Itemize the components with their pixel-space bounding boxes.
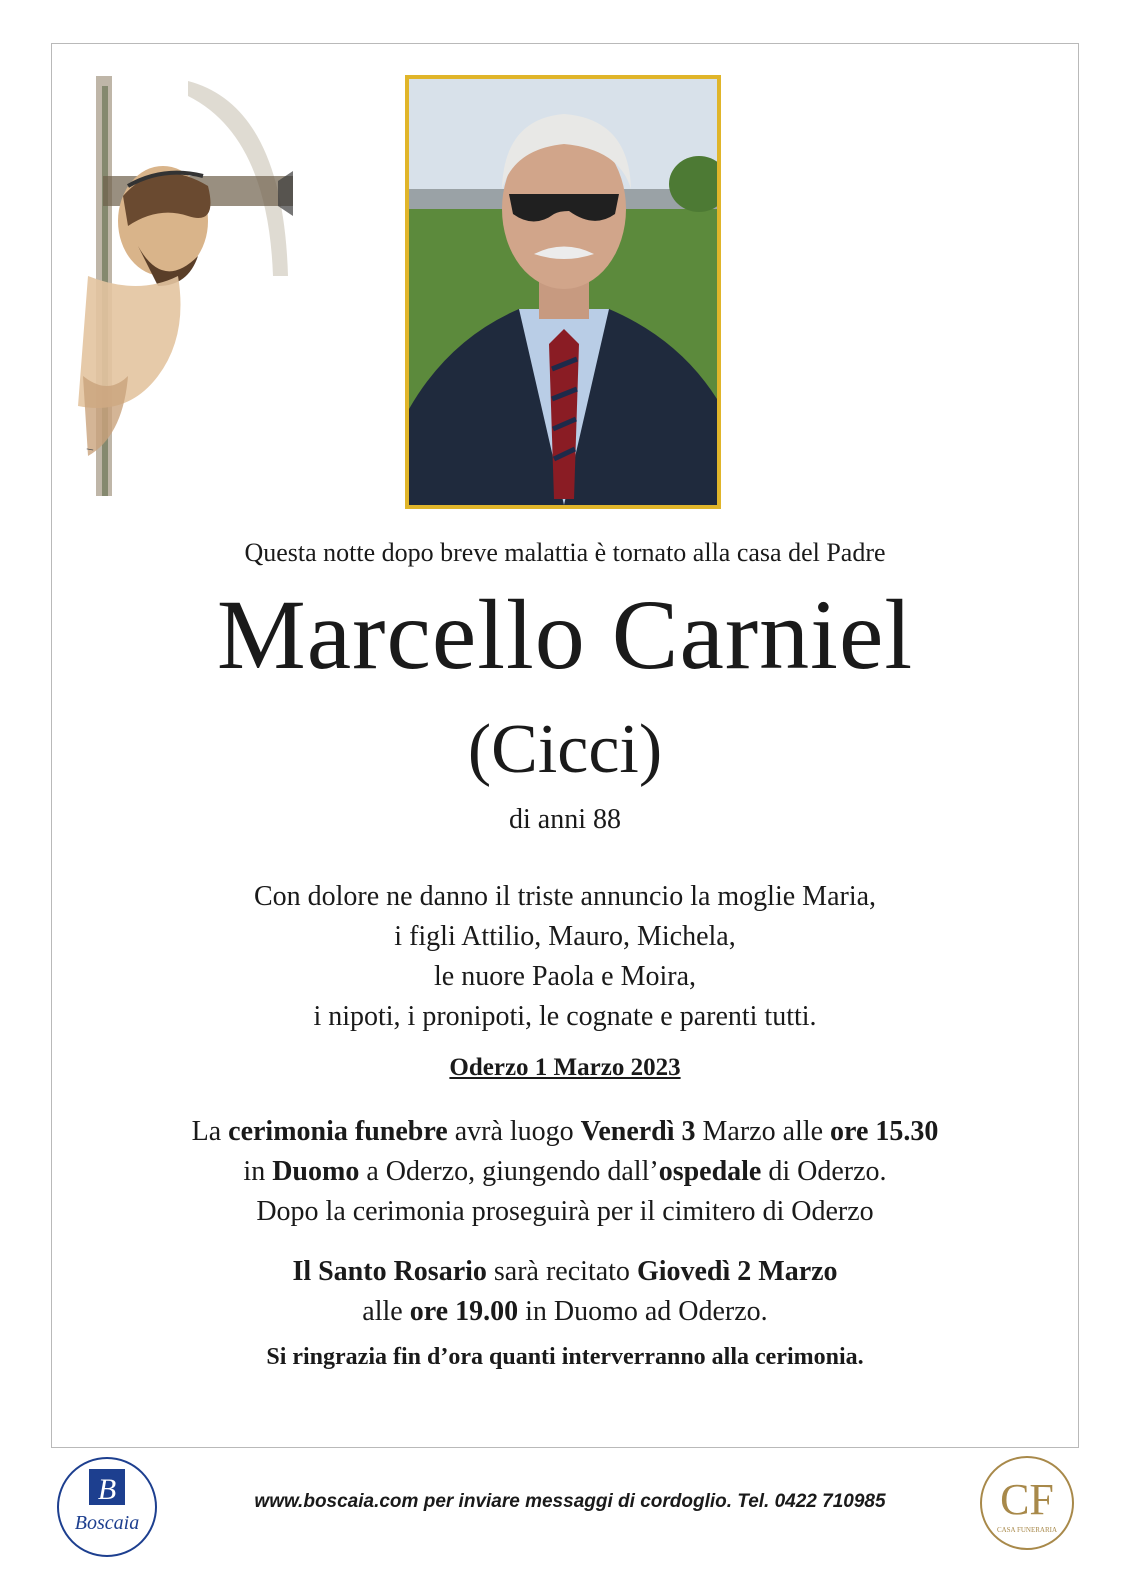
- svg-text:l: l: [85, 447, 96, 452]
- text: in: [243, 1156, 273, 1187]
- ceremony-line-2: [51, 1152, 1079, 1192]
- text-bold: ore 19.00: [409, 1296, 519, 1327]
- logo-left-letter: B: [97, 1473, 117, 1506]
- intro-text: Questa notte dopo breve malattia è tornato alla casa del Padre: [244, 538, 886, 567]
- footer-contact: www.boscaia.com per inviare messaggi di cordoglio. Tel. 0422 710985: [254, 1491, 886, 1512]
- text-bold: cerimonia funebre: [228, 1116, 448, 1147]
- family-line: i figli Attilio, Mauro, Michela,: [394, 921, 736, 952]
- text: di Oderzo.: [761, 1156, 887, 1187]
- text-bold: ospedale: [658, 1156, 762, 1187]
- casa-funeraria-logo-icon: [978, 1454, 1076, 1552]
- text-bold: Giovedì 2 Marzo: [636, 1256, 838, 1287]
- crucifix-icon: [68, 76, 293, 496]
- family-line: Con dolore ne danno il triste annuncio la moglie Maria,: [253, 881, 877, 912]
- text: avrà luogo: [447, 1116, 581, 1147]
- text-bold: Duomo: [272, 1156, 360, 1187]
- text: La: [191, 1116, 229, 1147]
- place-date: Oderzo 1 Marzo 2023: [449, 1054, 681, 1081]
- portrait-photo: [405, 75, 721, 509]
- rosary-line-2: [51, 1292, 1079, 1332]
- rosary-info: [51, 1252, 1079, 1332]
- ceremony-line-1: [51, 1112, 1079, 1152]
- portrait-icon: [409, 79, 717, 505]
- text-bold: ore 15.30: [830, 1116, 939, 1147]
- logo-right-name: CASA FUNERARIA: [996, 1526, 1058, 1534]
- rosary-line-1: [51, 1252, 1079, 1292]
- ceremony-line-3: Dopo la cerimonia proseguirà per il cimitero di Oderzo: [256, 1196, 874, 1227]
- logo-right-letters: CF: [1000, 1475, 1054, 1524]
- text: alle: [362, 1296, 410, 1327]
- family-announcement: [51, 877, 1079, 1037]
- family-line: le nuore Paola e Moira,: [433, 961, 697, 992]
- deceased-name: Marcello Carniel: [216, 579, 914, 690]
- boscaia-logo-icon: [55, 1455, 159, 1559]
- text-bold: Venerdì 3: [580, 1116, 696, 1147]
- text-bold: Il Santo Rosario: [292, 1256, 487, 1287]
- text: sarà recitato: [486, 1256, 637, 1287]
- family-line: i nipoti, i pronipoti, le cognate e parenti tutti.: [313, 1001, 817, 1032]
- age-text: di anni 88: [509, 804, 621, 835]
- text: in Duomo ad Oderzo.: [518, 1296, 768, 1327]
- ceremony-info: [51, 1112, 1079, 1232]
- logo-left-name: Boscaia: [74, 1512, 140, 1534]
- nickname: (Cicci): [467, 711, 663, 788]
- text: Marzo alle: [695, 1116, 831, 1147]
- thanks-text: Si ringrazia fin d’ora quanti interverranno alla cerimonia.: [266, 1344, 864, 1370]
- text: a Oderzo, giungendo dall’: [359, 1156, 659, 1187]
